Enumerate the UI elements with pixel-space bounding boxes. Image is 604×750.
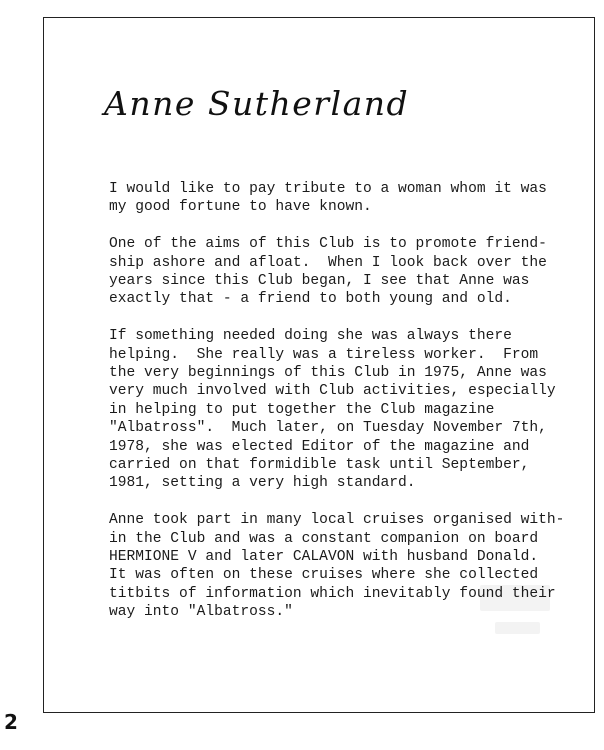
page-number: 2 (4, 710, 18, 734)
paragraph-intro: I would like to pay tribute to a woman whom it was my good fortune to have known. (109, 181, 547, 216)
article-body (109, 180, 589, 640)
paragraph-club-aims: One of the aims of this Club is to promote friend- ship ashore and afloat. When I look back over the years since this Club began, I see that Anne was exactly that - a friend to both young and old. (109, 236, 547, 308)
article-title: Anne Sutherland (104, 84, 410, 123)
paragraph-tireless-worker: If something needed doing she was always there helping. She really was a tireless worker. From the very beginnings of this Club in 1975, Anne was very much involved with Club activities, especially in helping to put together the Club magazine "Albatross". Much later, on Tuesday November 7th, 1978, she was elected Editor of the magazine and carried on that formidible task until September, 1981, setting a very high standard. (109, 328, 556, 492)
paragraph-cruises: Anne took part in many local cruises organised with- in the Club and was a constant companion on board HERMIONE V and later CALAVON with husband Donald. It was often on these cruises where she collected titbits of information which inevitably found their way into "Albatross." (109, 512, 565, 621)
